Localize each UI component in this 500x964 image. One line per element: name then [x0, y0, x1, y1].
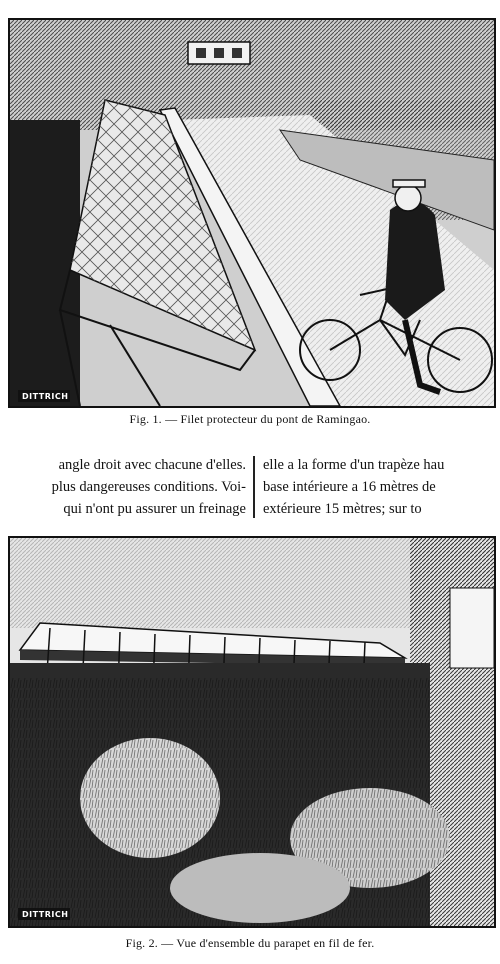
artist-signature-1: DITTRICH [22, 392, 69, 401]
text-column-right [263, 454, 500, 520]
bridge-net-cyclist-illustration [10, 20, 494, 406]
text-line: extérieure 15 mètres; sur to [263, 501, 422, 517]
artist-signature-2: DITTRICH [22, 910, 69, 919]
figure-1-engraving [8, 18, 496, 408]
text-column-left [0, 454, 246, 520]
wire-parapet-overview-illustration [10, 538, 494, 926]
text-line: elle a la forme d'un trapèze hau [263, 457, 445, 473]
text-line: base intérieure a 16 mètres de [263, 479, 436, 495]
figure-2-engraving [8, 536, 496, 928]
text-line: qui n'ont pu assurer un freinage [63, 501, 246, 517]
text-line: plus dangereuses conditions. Voi- [51, 479, 246, 495]
figure-2-caption: Fig. 2. — Vue d'ensemble du parapet en fil de fer. [125, 936, 375, 950]
figure-1-caption: Fig. 1. — Filet protecteur du pont de Ramingao. [129, 412, 371, 426]
column-divider [253, 456, 255, 518]
text-line: angle droit avec chacune d'elles. [58, 457, 246, 473]
